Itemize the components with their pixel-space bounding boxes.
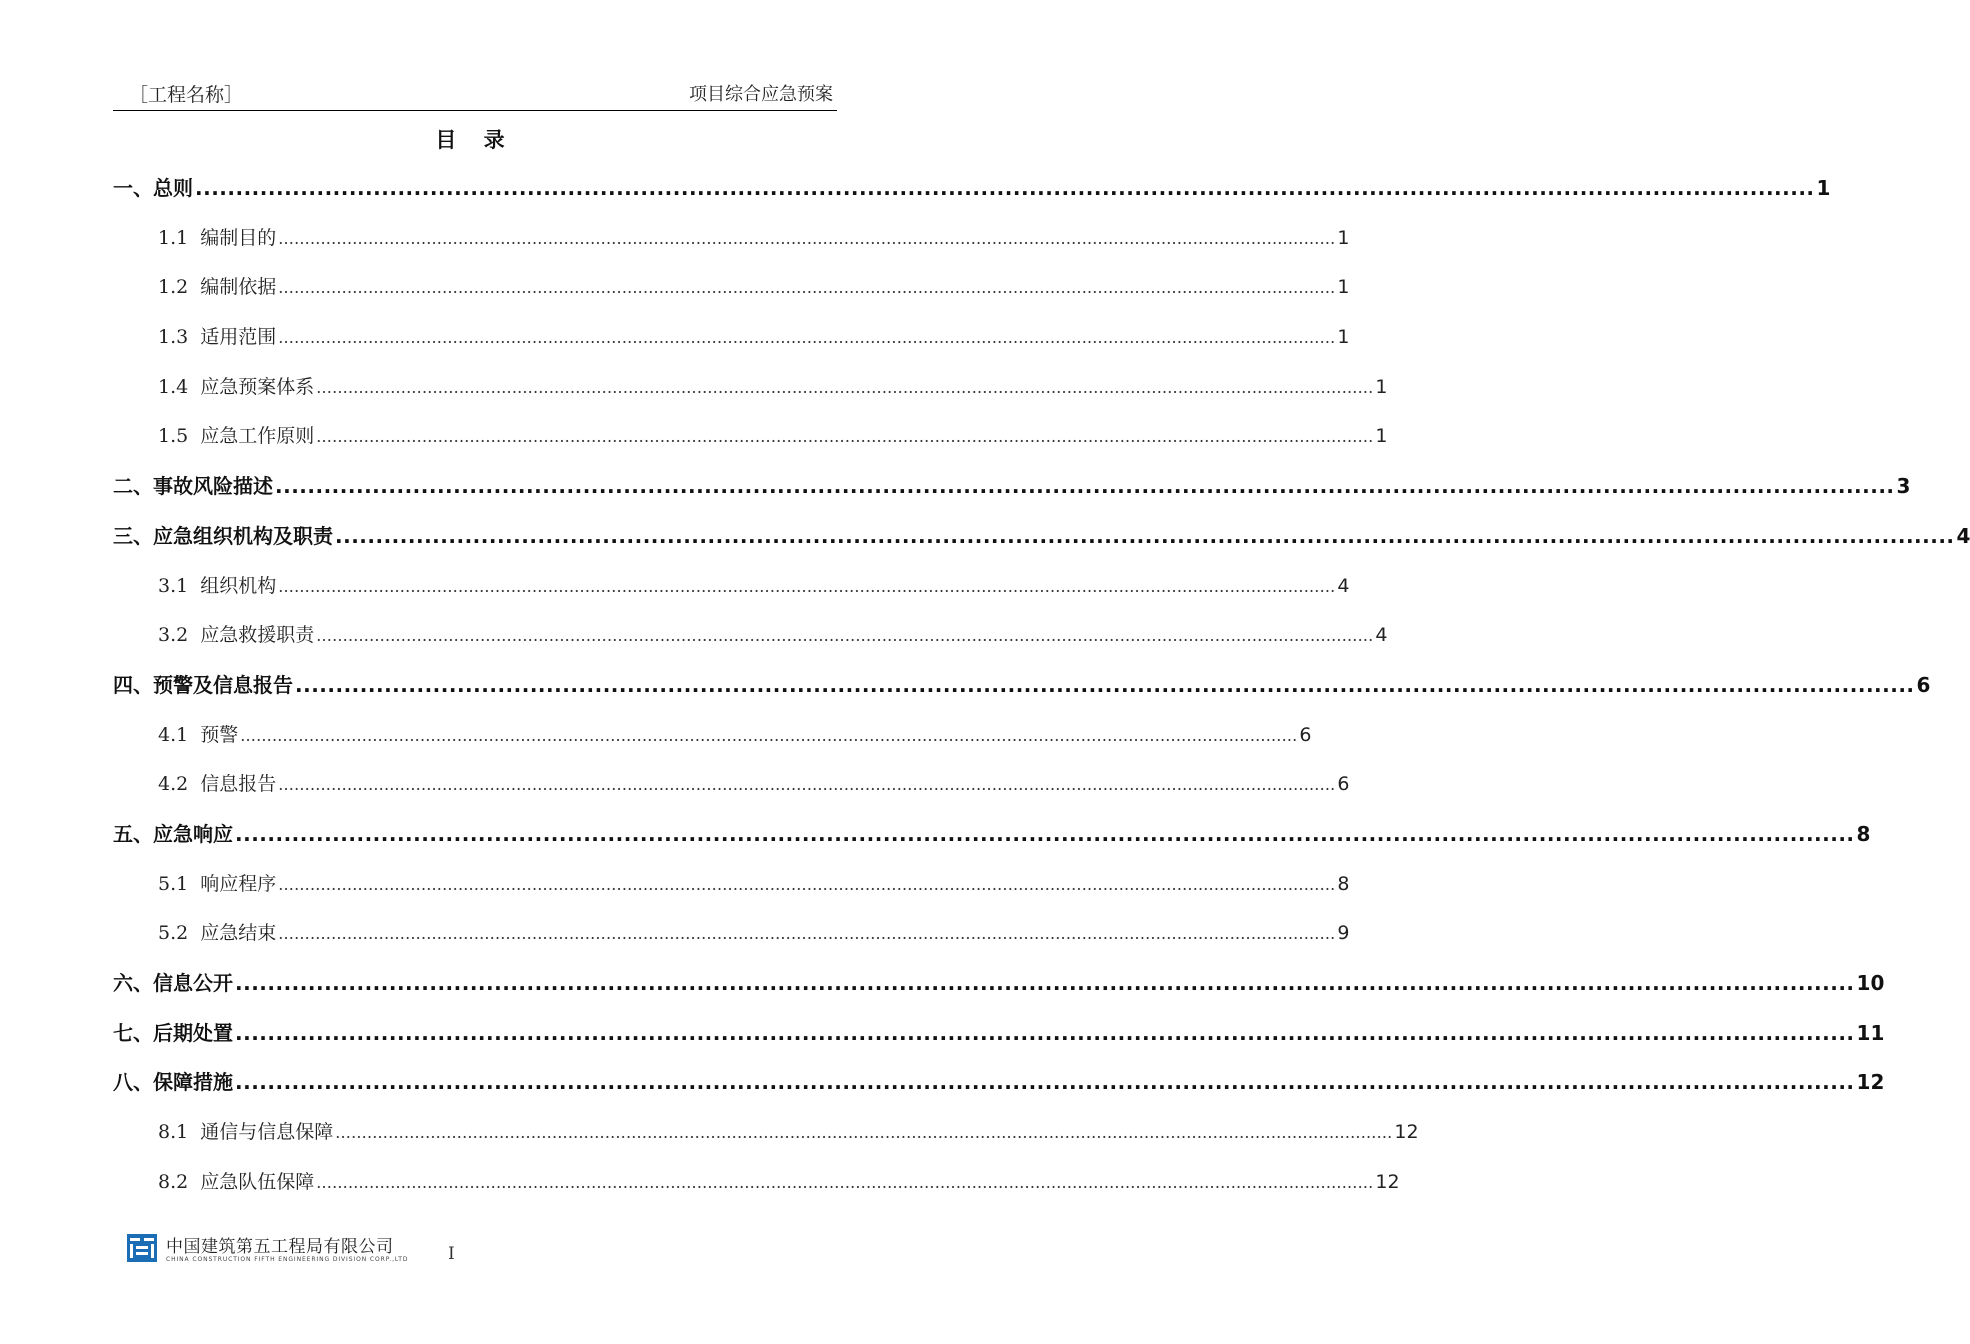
toc-entry-label <box>158 1112 333 1152</box>
toc-section-entry[interactable] <box>113 416 1388 466</box>
toc-entry-text: 三、应急组织机构及职责 <box>113 523 333 548</box>
toc-entry-page: 3 <box>1896 474 1911 499</box>
toc-section-entry[interactable] <box>113 1112 1419 1162</box>
toc-entry-page: 1 <box>1337 276 1350 299</box>
toc-dot-leader: ........................................................................................................................................................................................................ <box>335 523 1955 548</box>
toc-entry-number: 8.1 <box>158 1121 189 1144</box>
toc-section-entry[interactable] <box>113 913 1350 963</box>
toc-entry-label <box>113 963 233 1003</box>
toc-dot-leader: ........................................................................................................................................................................................................ <box>278 278 1336 298</box>
toc-entry-text: 二、事故风险描述 <box>113 474 273 499</box>
toc-entry-page: 12 <box>1394 1121 1419 1144</box>
toc-entry-label <box>158 764 276 804</box>
toc-entry-page: 1 <box>1816 176 1831 200</box>
toc-entry-page: 4 <box>1956 523 1970 548</box>
toc-chapter-entry[interactable] <box>113 963 1885 1013</box>
toc-entry-number: 5.1 <box>158 872 189 895</box>
toc-chapter-entry[interactable] <box>113 1062 1885 1112</box>
toc-entry-text: 信息报告 <box>200 773 277 796</box>
toc-entry-label <box>158 367 314 407</box>
toc-section-entry[interactable] <box>113 715 1312 765</box>
toc-entry-label <box>158 913 276 953</box>
toc-entry-label <box>113 1013 233 1053</box>
toc-entry-text: 六、信息公开 <box>113 971 233 995</box>
toc-dot-leader: ........................................................................................................................................................................................................ <box>278 924 1336 944</box>
toc-entry-page: 6 <box>1337 773 1350 796</box>
toc-entry-page: 1 <box>1337 226 1350 249</box>
toc-entry-label <box>113 466 273 506</box>
toc-entry-page: 11 <box>1856 1020 1885 1045</box>
toc-entry-text: 编制目的 <box>200 226 277 249</box>
toc-section-entry[interactable] <box>113 218 1350 268</box>
toc-dot-leader: ........................................................................................................................................................................................................ <box>195 176 1815 200</box>
toc-section-entry[interactable] <box>113 367 1388 417</box>
toc-entry-text: 一、总则 <box>113 176 193 200</box>
toc-entry-label <box>158 615 314 655</box>
toc-dot-leader: ........................................................................................................................................................................................................ <box>278 874 1336 894</box>
toc-entry-page: 4 <box>1337 574 1350 597</box>
toc-entry-page: 9 <box>1337 922 1350 945</box>
toc-entry-number: 1.1 <box>158 226 189 249</box>
company-name-cn: 中国建筑第五工程局有限公司 <box>166 1237 394 1257</box>
toc-entry-label <box>158 416 314 456</box>
toc-entry-number: 1.5 <box>158 425 189 448</box>
toc-entry-label <box>158 1162 314 1202</box>
toc-dot-leader: ........................................................................................................................................................................................................ <box>278 328 1336 348</box>
toc-dot-leader: ........................................................................................................................................................................................................ <box>235 821 1855 846</box>
toc-entry-text: 七、后期处置 <box>113 1020 233 1045</box>
toc-chapter-entry[interactable] <box>113 466 1911 516</box>
header-document-title: 项目综合应急预案 <box>689 84 833 105</box>
toc-entry-label <box>113 168 193 208</box>
toc-dot-leader: ........................................................................................................................................................................................................ <box>335 1123 1393 1143</box>
cscec-logo-icon <box>127 1234 157 1262</box>
toc-section-entry[interactable] <box>113 317 1350 367</box>
toc-entry-number: 5.2 <box>158 922 189 945</box>
toc-entry-text: 响应程序 <box>200 872 277 895</box>
toc-entry-number: 8.2 <box>158 1170 189 1193</box>
toc-dot-leader: ........................................................................................................................................................................................................ <box>235 1020 1855 1045</box>
toc-entry-text: 通信与信息保障 <box>200 1121 334 1144</box>
toc-dot-leader: ........................................................................................................................................................................................................ <box>235 971 1855 995</box>
toc-dot-leader: ........................................................................................................................................................................................................ <box>275 474 1895 499</box>
toc-entry-number: 1.2 <box>158 276 189 299</box>
toc-chapter-entry[interactable] <box>113 814 1871 864</box>
toc-dot-leader: ........................................................................................................................................................................................................ <box>278 228 1336 248</box>
toc-entry-number: 1.3 <box>158 326 189 349</box>
toc-entry-text: 应急工作原则 <box>200 425 315 448</box>
toc-section-entry[interactable] <box>113 764 1350 814</box>
toc-entry-label <box>158 317 276 357</box>
toc-section-entry[interactable] <box>113 566 1350 616</box>
toc-entry-page: 12 <box>1856 1070 1885 1095</box>
toc-entry-text: 八、保障措施 <box>113 1070 233 1095</box>
toc-entry-text: 应急队伍保障 <box>200 1170 315 1193</box>
toc-entry-text: 应急救援职责 <box>200 624 315 647</box>
toc-entry-text: 适用范围 <box>200 326 277 349</box>
toc-entry-label <box>158 864 276 904</box>
company-name-en: CHINA CONSTRUCTION FIFTH ENGINEERING DIVISION CORP.,LTD <box>166 1256 409 1263</box>
toc-entry-page: 8 <box>1337 872 1350 895</box>
toc-section-entry[interactable] <box>113 615 1388 665</box>
toc-dot-leader: ........................................................................................................................................................................................................ <box>316 1172 1374 1192</box>
toc-entry-label <box>113 516 333 556</box>
toc-section-entry[interactable] <box>113 1162 1400 1212</box>
toc-entry-label <box>158 267 276 307</box>
toc-dot-leader: ........................................................................................................................................................................................................ <box>278 775 1336 795</box>
toc-dot-leader: ........................................................................................................................................................................................................ <box>235 1070 1855 1095</box>
toc-section-entry[interactable] <box>113 267 1350 317</box>
toc-entry-page: 1 <box>1375 425 1388 448</box>
toc-title: 目 录 <box>435 128 515 152</box>
table-of-contents <box>113 168 1970 1211</box>
toc-entry-page: 1 <box>1375 375 1388 398</box>
toc-entry-page: 8 <box>1856 821 1871 846</box>
toc-chapter-entry[interactable] <box>113 516 1970 566</box>
toc-entry-page: 10 <box>1856 971 1885 995</box>
toc-entry-page: 6 <box>1916 672 1931 697</box>
toc-entry-text: 四、预警及信息报告 <box>113 672 293 697</box>
toc-entry-label <box>158 218 276 258</box>
toc-section-entry[interactable] <box>113 864 1350 914</box>
toc-entry-text: 组织机构 <box>200 574 277 597</box>
toc-entry-number: 1.4 <box>158 375 189 398</box>
toc-entry-text: 预警 <box>200 723 239 746</box>
toc-entry-number: 4.1 <box>158 723 189 746</box>
toc-entry-label <box>113 1062 233 1102</box>
toc-entry-page: 6 <box>1299 723 1312 746</box>
toc-entry-page: 1 <box>1337 326 1350 349</box>
toc-dot-leader: ........................................................................................................................................................................................................ <box>278 576 1336 596</box>
toc-entry-text: 五、应急响应 <box>113 821 233 846</box>
toc-entry-label <box>158 715 238 755</box>
toc-chapter-entry[interactable] <box>113 168 1831 218</box>
toc-entry-text: 应急结束 <box>200 922 277 945</box>
toc-entry-text: 编制依据 <box>200 276 277 299</box>
toc-entry-label <box>113 814 233 854</box>
toc-dot-leader: ........................................................................................................................................................................................................ <box>316 377 1374 397</box>
toc-chapter-entry[interactable] <box>113 665 1931 715</box>
toc-dot-leader: ........................................................................................................................................................................................................ <box>316 626 1374 646</box>
toc-entry-number: 4.2 <box>158 773 189 796</box>
toc-entry-number: 3.1 <box>158 574 189 597</box>
toc-entry-label <box>158 566 276 606</box>
toc-chapter-entry[interactable] <box>113 1013 1885 1063</box>
toc-entry-page: 4 <box>1375 624 1388 647</box>
header-project-name: ［工程名称］ <box>129 84 244 106</box>
toc-dot-leader: ........................................................................................................................................................................................................ <box>316 427 1374 447</box>
toc-entry-number: 3.2 <box>158 624 189 647</box>
page-header <box>113 78 837 111</box>
toc-dot-leader: ........................................................................................................................................................................................................ <box>295 672 1915 697</box>
toc-entry-text: 应急预案体系 <box>200 375 315 398</box>
page-number: I <box>448 1244 455 1264</box>
toc-entry-label <box>113 665 293 705</box>
toc-dot-leader: ........................................................................................................................................................................................................ <box>240 725 1298 745</box>
toc-entry-page: 12 <box>1375 1170 1400 1193</box>
